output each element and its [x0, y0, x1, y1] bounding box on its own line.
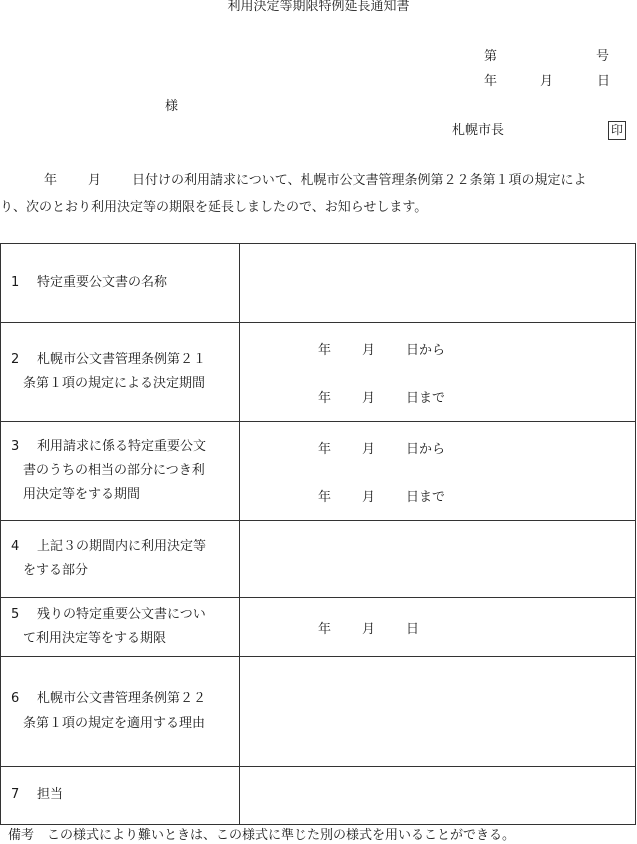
- row-label-line: をする部分: [23, 563, 89, 578]
- table-row: [1, 767, 636, 825]
- row-value-cell: [240, 657, 636, 767]
- date-day: 日から: [406, 343, 446, 358]
- table-row: [1, 657, 636, 767]
- table-row: [1, 244, 636, 323]
- date-year: 年: [318, 490, 332, 505]
- date-day: 日まで: [406, 391, 446, 406]
- date-from: [318, 438, 445, 462]
- row-label: [1, 657, 240, 767]
- date-month: 月: [540, 74, 554, 89]
- row-label: [1, 323, 240, 422]
- date-year: 年: [484, 74, 498, 89]
- addressee-suffix: 様: [165, 99, 179, 114]
- body-year: 年: [44, 173, 58, 188]
- row-label-line: 条第１項の規定による決定期間: [23, 376, 206, 391]
- date-to: [318, 387, 445, 411]
- table-row: [1, 323, 636, 422]
- table-row: [1, 598, 636, 657]
- row-number: 7: [11, 787, 20, 803]
- row-label-line: 用決定等をする期間: [23, 487, 141, 503]
- row-label-line: て利用決定等をする期限: [23, 631, 167, 646]
- row-value-cell: [240, 598, 636, 657]
- row-label-line: 札幌市公文書管理条例第２１: [37, 351, 207, 367]
- table-row: [1, 422, 636, 521]
- row-label-line: 利用請求に係る特定重要公文: [37, 438, 207, 454]
- row-value-cell: [240, 767, 636, 825]
- date-month: 月: [362, 442, 376, 457]
- row-number: 1: [11, 274, 20, 290]
- row-label-line: 担当: [37, 787, 64, 803]
- row-number: 4: [11, 538, 20, 554]
- row-value-cell: [240, 521, 636, 598]
- date-month: 月: [362, 391, 376, 406]
- number-prefix: 第: [484, 49, 498, 64]
- row-value-cell: [240, 244, 636, 323]
- date-day: 日まで: [406, 490, 446, 505]
- row-label-line: 特定重要公文書の名称: [37, 274, 168, 290]
- body-month: 月: [88, 173, 102, 188]
- row-label-line: 条第１項の規定を適用する理由: [23, 715, 206, 731]
- row-label-line: 上記３の期間内に利用決定等: [37, 538, 207, 554]
- sender-name: 札幌市長: [452, 123, 505, 138]
- document-title: 利用決定等期限特例延長通知書: [227, 0, 410, 14]
- row-label-line: 札幌市公文書管理条例第２２: [37, 691, 207, 707]
- body-line1-rest: 日付けの利用請求について、札幌市公文書管理条例第２２条第１項の規定によ: [132, 173, 587, 188]
- row-label-line: 書のうちの相当の部分につき利: [23, 462, 205, 478]
- row-label: [1, 244, 240, 323]
- row-value-cell: [240, 323, 636, 422]
- date-day: 日: [406, 622, 420, 637]
- date-day: 日: [597, 74, 611, 89]
- date-to: [318, 486, 445, 510]
- number-suffix: 号: [596, 49, 610, 64]
- row-number: 3: [11, 438, 20, 454]
- date-month: 月: [362, 490, 376, 505]
- body-line2: り、次のとおり利用決定等の期限を延長しましたので、お知らせします。: [0, 200, 428, 215]
- notice-table: [0, 243, 636, 825]
- row-label: [1, 767, 240, 825]
- row-number: 6: [11, 691, 20, 707]
- footnote: 備考 この様式により難いときは、この様式に準じた別の様式を用いることができる。: [8, 828, 516, 843]
- deadline-date: [318, 618, 419, 642]
- date-from: [318, 339, 445, 363]
- date-month: 月: [362, 622, 376, 637]
- table-row: [1, 521, 636, 598]
- row-number: 5: [11, 606, 20, 622]
- row-number: 2: [11, 351, 20, 367]
- row-label: [1, 521, 240, 598]
- row-label: [1, 422, 240, 521]
- row-label-line: 残りの特定重要公文書につい: [37, 606, 206, 622]
- date-year: 年: [318, 442, 332, 457]
- date-year: 年: [318, 391, 332, 406]
- date-day: 日から: [406, 442, 446, 457]
- date-year: 年: [318, 622, 332, 637]
- seal-box: 印: [608, 121, 626, 140]
- row-value-cell: [240, 422, 636, 521]
- row-label: [1, 598, 240, 657]
- date-month: 月: [362, 343, 376, 358]
- date-year: 年: [318, 343, 332, 358]
